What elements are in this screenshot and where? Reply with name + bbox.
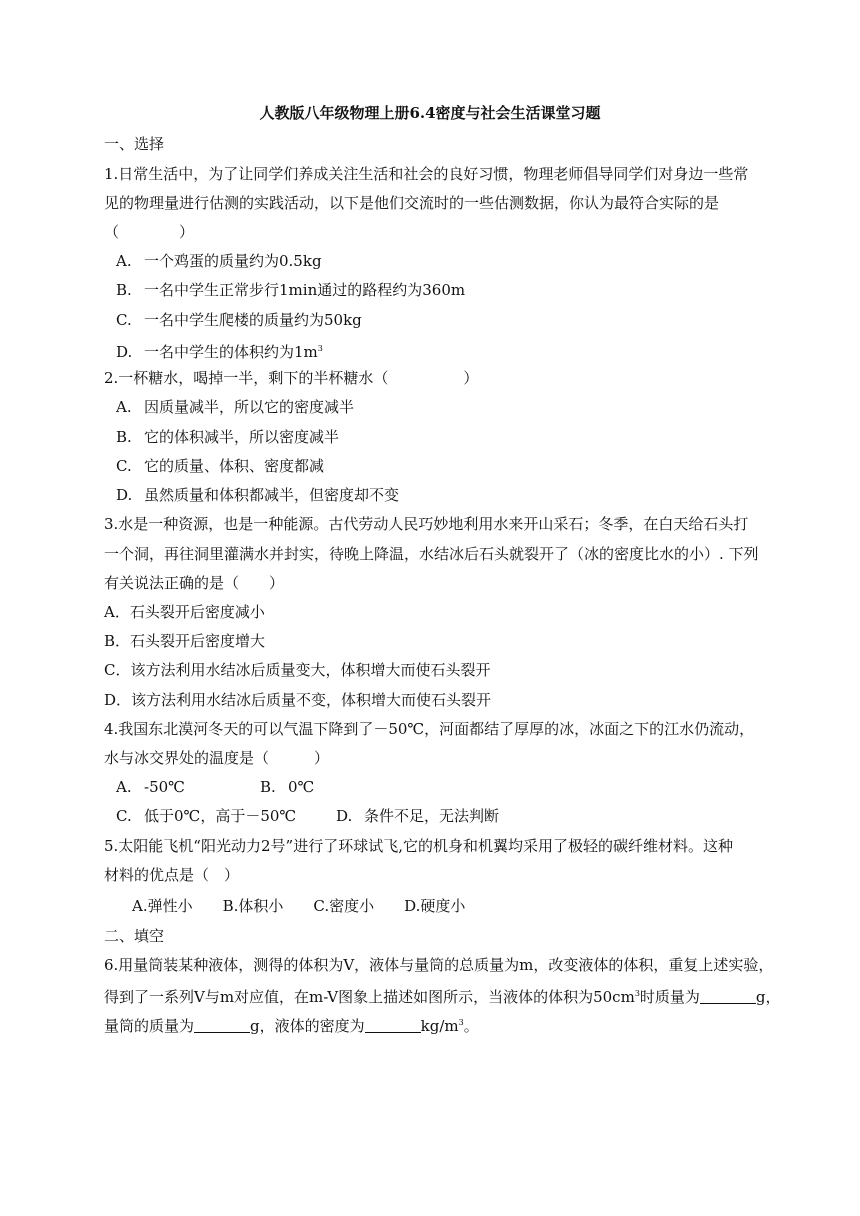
question-2-option-a [116, 397, 354, 417]
question-1-option-d [116, 339, 323, 362]
option-text: 低于0℃，高于－50℃ [144, 807, 297, 825]
question-2-stem: 2.一杯糖水，喝掉一半，剩下的半杯糖水（ ） [104, 369, 479, 387]
option-text: 一名中学生爬楼的质量约为50kg [144, 311, 362, 329]
question-3-option-a: A．石头裂开后密度减小 [104, 603, 265, 621]
question-5-line-1: 5.太阳能飞机“阳光动力2号”进行了环球试飞,它的机身和机翼均采用了极轻的碳纤维材料。这种 [104, 837, 733, 855]
question-3-option-d: D．该方法利用水结冰后质量不变，体积增大而使石头裂开 [104, 691, 492, 709]
option-label: D. [116, 486, 133, 504]
text-span: kg/m [420, 1017, 459, 1035]
question-1-option-b [116, 280, 465, 300]
question-6-line-3 [104, 1013, 479, 1036]
option-text: 它的体积减半，所以密度减半 [144, 428, 340, 446]
option-label: C. [116, 807, 132, 825]
option-text: 一名中学生的体积约为1m [144, 343, 318, 361]
question-3-option-c: C．该方法利用水结冰后质量变大，体积增大而使石头裂开 [104, 661, 491, 679]
question-1-line-1: 1.日常生活中，为了让同学们养成关注生活和社会的良好习惯，物理老师倡导同学们对身边一些常 [104, 165, 749, 183]
question-2-option-c [116, 456, 324, 476]
question-2-option-d [116, 485, 399, 505]
answer-blank-cylinder-mass[interactable] [194, 1018, 250, 1033]
option-text: 0℃ [288, 778, 315, 796]
question-3-option-b: B．石头裂开后密度增大 [104, 632, 266, 650]
text-span: 。 [463, 1017, 479, 1035]
question-1-option-a [116, 251, 322, 271]
question-4-options-row-1 [116, 777, 314, 797]
section-heading-fill: 二、填空 [104, 927, 165, 945]
question-5-line-2: 材料的优点是（ ） [104, 866, 240, 884]
text-span: g，液体的密度为 [250, 1017, 365, 1035]
option-label: B. [116, 281, 132, 299]
question-3-line-1: 3.水是一种资源，也是一种能源。古代劳动人民巧妙地利用水来开山采石；冬季，在白天给石头打 [104, 515, 749, 533]
text-span: 时质量为 [639, 988, 700, 1006]
option-text: 它的质量、体积、密度都减 [144, 457, 325, 475]
question-1-line-3: （ ） [104, 223, 195, 241]
document-title: 人教版八年级物理上册6.4密度与社会生活课堂习题 [259, 104, 601, 122]
text-span: g， [755, 988, 781, 1006]
option-label: A. [116, 398, 132, 416]
option-text: 虽然质量和体积都减半，但密度却不变 [144, 486, 400, 504]
superscript: 3 [458, 1018, 464, 1027]
section-heading-choice: 一、选择 [104, 135, 165, 153]
superscript: 3 [317, 344, 323, 353]
option-text: -50℃ [144, 778, 185, 796]
option-text: 一名中学生正常步行1min通过的路程约为360m [144, 281, 466, 299]
superscript: 3 [634, 989, 640, 998]
option-label: A. [116, 252, 132, 270]
question-4-options-row-2 [116, 806, 499, 826]
option-label: C. [116, 457, 132, 475]
option-label: D. [116, 343, 133, 361]
question-3-line-3: 有关说法正确的是（ ） [104, 574, 285, 592]
option-label: B. [260, 778, 276, 796]
option-text: 条件不足，无法判断 [364, 807, 500, 825]
option-text: 因质量减半，所以它的密度减半 [144, 398, 355, 416]
text-span: 得到了一系列V与m对应值，在m-V图象上描述如图所示，当液体的体积为50cm [104, 988, 635, 1006]
question-5-options: A.弹性小 B.体积小 C.密度小 D.硬度小 [132, 897, 466, 915]
option-label: B. [116, 428, 132, 446]
question-6-line-2 [104, 984, 781, 1007]
question-2-option-b [116, 427, 339, 447]
question-4-line-2: 水与冰交界处的温度是（ ） [104, 749, 330, 767]
question-6-line-1: 6.用量筒装某种液体，测得的体积为V，液体与量筒的总质量为m，改变液体的体积，重复上述实验， [104, 956, 774, 974]
option-text: 一个鸡蛋的质量约为0.5kg [144, 252, 322, 270]
text-span: 量筒的质量为 [104, 1017, 195, 1035]
option-label: A. [116, 778, 132, 796]
option-label: C. [116, 311, 132, 329]
answer-blank-density[interactable] [365, 1018, 421, 1033]
question-3-line-2: 一个洞，再往洞里灌满水并封实，待晚上降温，水结冰后石头就裂开了（冰的密度比水的小）. 下列 [104, 545, 759, 563]
question-4-line-1: 4.我国东北漠河冬天的可以气温下降到了－50℃，河面都结了厚厚的冰，冰面之下的江水仍流动， [104, 720, 755, 738]
option-label: D. [336, 807, 353, 825]
answer-blank-mass[interactable] [700, 989, 756, 1004]
question-1-line-2: 见的物理量进行估测的实践活动，以下是他们交流时的一些估测数据，你认为最符合实际的是 [104, 194, 720, 212]
question-1-option-c [116, 310, 362, 330]
